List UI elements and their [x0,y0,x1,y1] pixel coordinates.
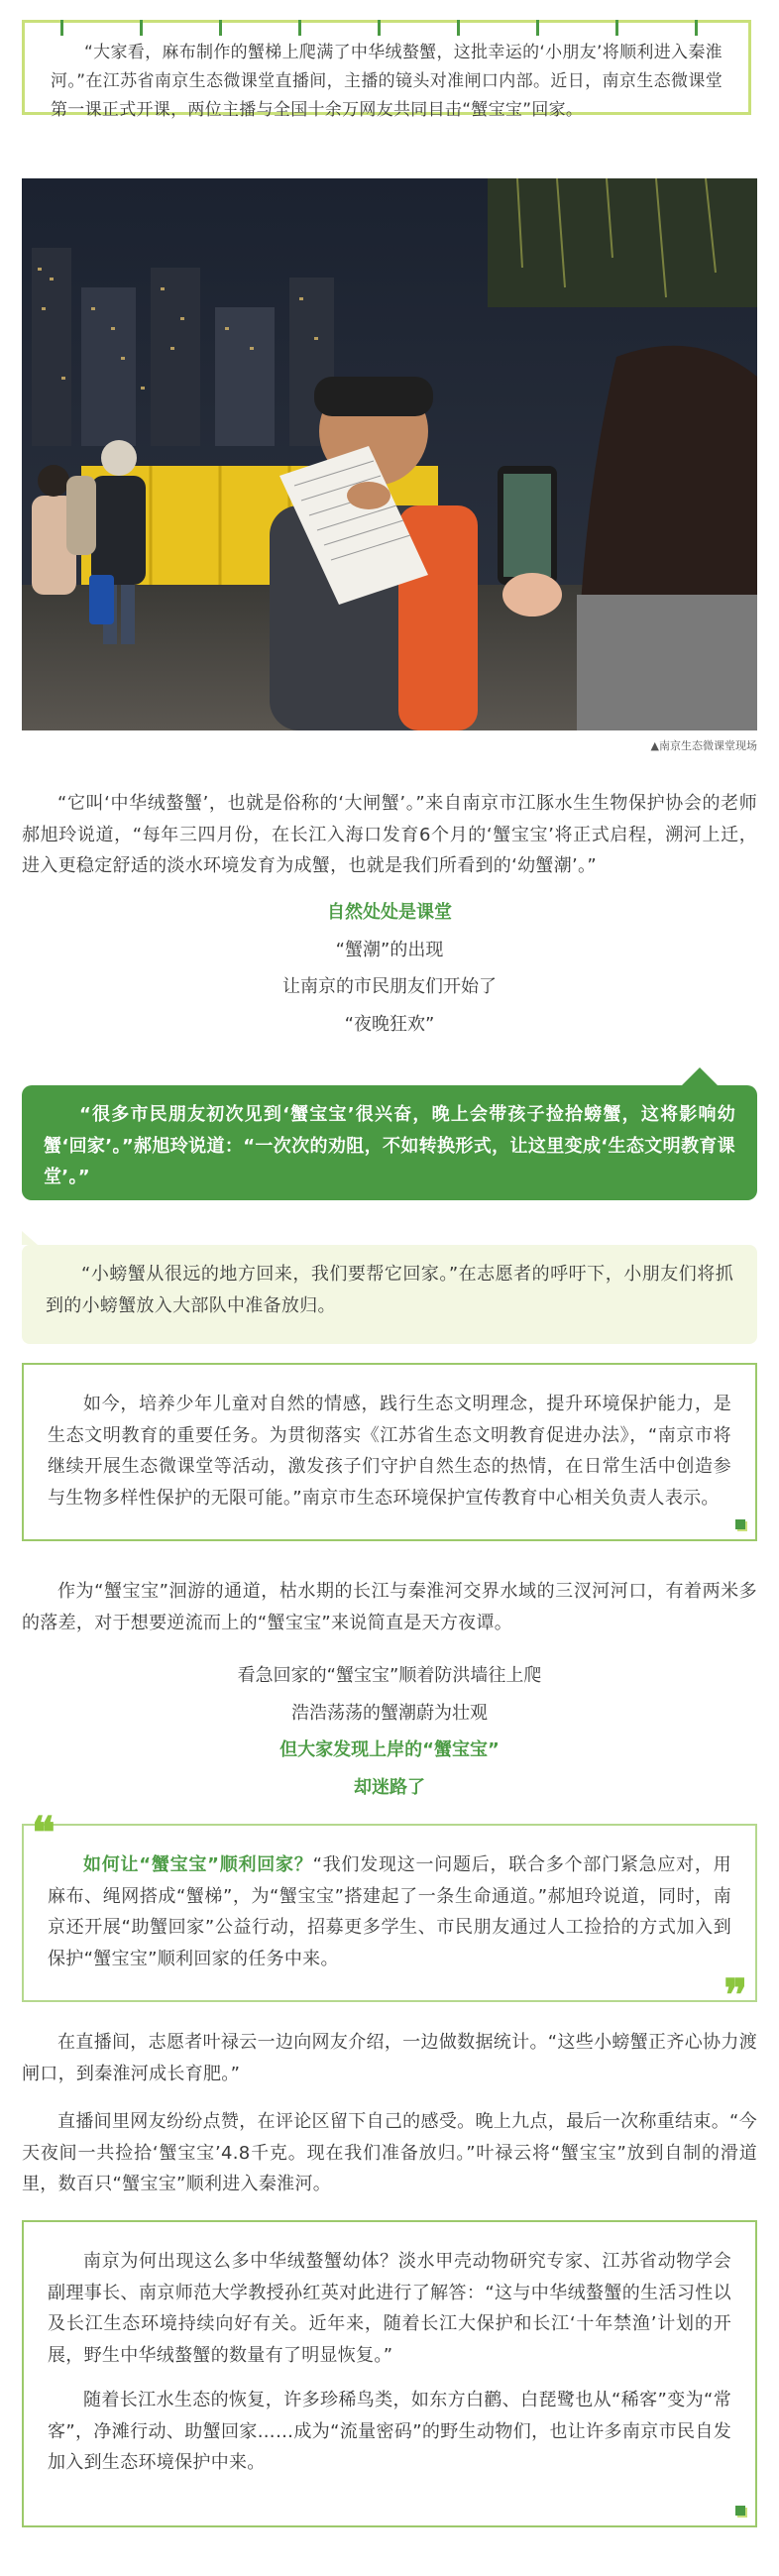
poem-section [22,1660,757,1803]
poem-line: 浩浩荡荡的蟹潮蔚为壮观 [291,1702,488,1724]
box-text: 如今，培养少年儿童对自然的情感，践行生态文明理念，提升环境保护能力，是生态文明教育的重要任务。为贯彻落实《江苏省生态文明教育促进办法》，“南京市将继续开展生态微课堂等活动，激发孩子们守护自然生态的热情，在日常生活中创造参与生物多样性保护的无限可能。”南京市生态环境保护宣传教育中心相关负责人表示。 [48,1394,731,1509]
quote-box [22,1808,757,2021]
quote-text [48,1849,731,1974]
close-quote-icon: ❞ [723,1970,747,2021]
poem-line: “蟹潮”的出现 [335,939,444,960]
paragraph-text: 直播间里网友纷纷点赞，在评论区留下自己的感受。晚上九点，最后一次称重结束。“今天夜间一共捡拾‘蟹宝宝’4.8千克。现在我们准备放归。”叶禄云将“蟹宝宝”放到自制的滑道里，数百只“蟹宝宝”顺利进入秦淮河。 [22,2111,757,2194]
decor-tick [219,20,222,36]
green-quote-box [22,1085,757,1200]
section-heading: 自然处处是课堂 [327,902,452,923]
paragraph-text: 作为“蟹宝宝”洄游的通道，枯水期的长江与秦淮河交界水域的三汊河河口，有着两米多的落差，对于想要逆流而上的“蟹宝宝”来说简直是天方夜谭。 [22,1581,757,1633]
paragraph-text: 在直播间，志愿者叶禄云一边向网友介绍，一边做数据统计。“这些小螃蟹正齐心协力渡闸口，到秦淮河成长育肥。” [22,2032,757,2084]
question-text: 如何让“蟹宝宝”顺利回家？ [83,1854,313,1875]
decor-tick [298,20,301,36]
decor-tick [615,20,618,36]
box-text: 南京为何出现这么多中华绒螯蟹幼体？淡水甲壳动物研究专家、江苏省动物学会副理事长、南京师范大学教授孙红英对此进行了解答：“这与中华绒螯蟹的生活习性以及长江生态环境持续向好有关。近年来，随着长江大保护和长江‘十年禁渔’计划的开展，野生中华绒螯蟹的数量有了明显恢复。” [48,2251,731,2366]
box-text: 随着长江水生态的恢复，许多珍稀鸟类，如东方白鹳、白琵鹭也从“稀客”变为“常客”，净滩行动、助蟹回家……成为“流量密码”的野生动物们，也让许多南京市民自发加入到生态环境保护中来。 [48,2390,731,2473]
paragraph [22,2106,757,2200]
paragraph [22,1576,757,1638]
answer-text: “我们发现这一问题后，联合多个部门紧急应对，用麻布、绳网搭成“蟹梯”，为“蟹宝宝”搭建起了一条生命通道。”郝旭玲说道，同时，南京还开展“助蟹回家”公益行动，招募更多学生、市民朋友通过人工捡拾的方式加入到保护“蟹宝宝”顺利回家的任务中来。 [48,1854,731,1969]
paragraph [22,788,757,882]
quote-text: “很多市民朋友初次见到‘蟹宝宝’很兴奋，晚上会带孩子捡拾螃蟹，这将影响幼蟹‘回家’。”郝旭玲说道：“一次次的劝阻，不如转换形式，让这里变成‘生态文明教育课堂’。” [44,1104,735,1187]
event-photo [22,178,757,730]
photo-caption: ▲南京生态微课堂现场 [650,739,757,752]
bordered-box [22,1363,757,1541]
poem-line: “夜晚狂欢” [344,1013,435,1035]
open-quote-icon: ❝ [32,1808,56,1858]
poem-line: 却迷路了 [354,1776,425,1798]
poem-line: 看急回家的“蟹宝宝”顺着防洪墙往上爬 [237,1665,542,1686]
poem-section [22,897,757,1040]
paragraph [22,2027,757,2089]
corner-decor [735,1519,745,1529]
decor-tick [140,20,143,36]
decor-tick [378,20,381,36]
notch-decor [22,1231,38,1245]
intro-text: “大家看，麻布制作的蟹梯上爬满了中华绒螯蟹，这批幸运的‘小朋友’将顺利进入秦淮河。”在江苏省南京生态微课堂直播间，主播的镜头对准闸口内部。近日，南京生态微课堂第一课正式开课，两位主播与全国十余万网友共同目击“蟹宝宝”回家。 [51,43,723,120]
quote-text: “小螃蟹从很远的地方回来，我们要帮它回家。”在志愿者的呼吁下，小朋友们将抓到的小螃蟹放入大部队中准备放归。 [46,1264,733,1316]
light-quote-box [22,1245,757,1344]
poem-line: 让南京的市民朋友们开始了 [282,976,497,997]
intro-box [22,20,751,120]
poem-line: 但大家发现上岸的“蟹宝宝” [279,1739,500,1760]
notch-decor [682,1067,718,1085]
decor-tick [536,20,539,36]
decor-tick [695,20,698,36]
corner-decor [735,2506,745,2516]
paragraph-text: “它叫‘中华绒螯蟹’，也就是俗称的‘大闸蟹’。”来自南京市江豚水生生物保护协会的老师郝旭玲说道，“每年三四月份，在长江入海口发育6个月的‘蟹宝宝’将正式启程，溯河上迁，进入更稳定舒适的淡水环境发育为成蟹，也就是我们所看到的‘幼蟹潮’。” [22,793,757,876]
decor-tick [457,20,460,36]
bordered-box [22,2220,757,2527]
decor-tick [60,20,63,36]
